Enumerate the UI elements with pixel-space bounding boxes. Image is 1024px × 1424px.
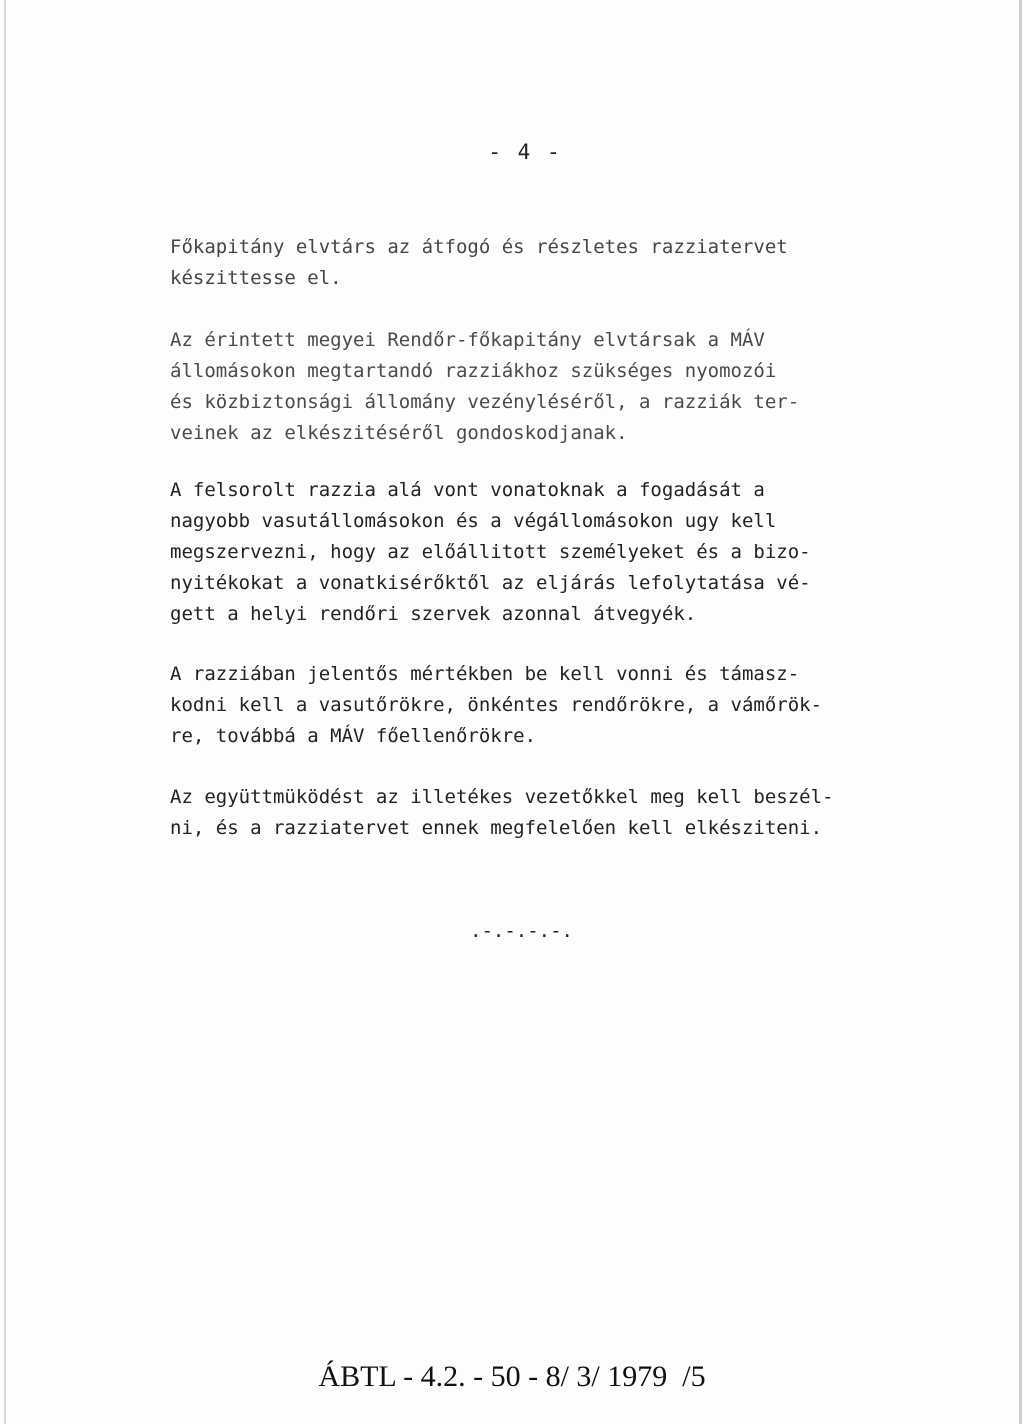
end-separator: .-.-.-.-. — [470, 920, 573, 942]
paragraph-4: A razziában jelentős mértékben be kell vonni és támasz- kodni kell a vasutőrökre, önkéntes rendőrökre, a vámőrök- re, továbbá a MÁV főellenőrökre. — [170, 663, 823, 747]
paragraph-2: Az érintett megyei Rendőr-főkapitány elvtársak a MÁV állomásokon megtartandó razziákhoz szükséges nyomozói és közbiztonsági állomány vezényléséről, a razziák ter- veinek az elkészitéséről gondoskodjanak. — [170, 329, 800, 444]
paragraph-1: Főkapitány elvtárs az átfogó és részletes razziatervet készittesse el. — [170, 236, 788, 289]
page-number: - 4 - — [488, 140, 562, 164]
archive-reference: ÁBTL - 4.2. - 50 - 8/ 3/ 1979 /5 — [318, 1360, 706, 1393]
scan-right-edge — [1019, 0, 1022, 1424]
scan-left-edge — [4, 0, 6, 1424]
paragraph-5: Az együttmüködést az illetékes vezetőkkel meg kell beszél- ni, és a razziatervet ennek megfelelően kell elkésziteni. — [170, 786, 834, 839]
paragraph-3: A felsorolt razzia alá vont vonatoknak a fogadását a nagyobb vasutállomásokon és a végállomásokon ugy kell megszervezni, hogy az előállitott személyeket és a bizo- nyitékokat a vonatkisérőktől az eljárás lefolytatása vé- gett a helyi rendőri szervek azonnal átvegyék. — [170, 479, 811, 625]
